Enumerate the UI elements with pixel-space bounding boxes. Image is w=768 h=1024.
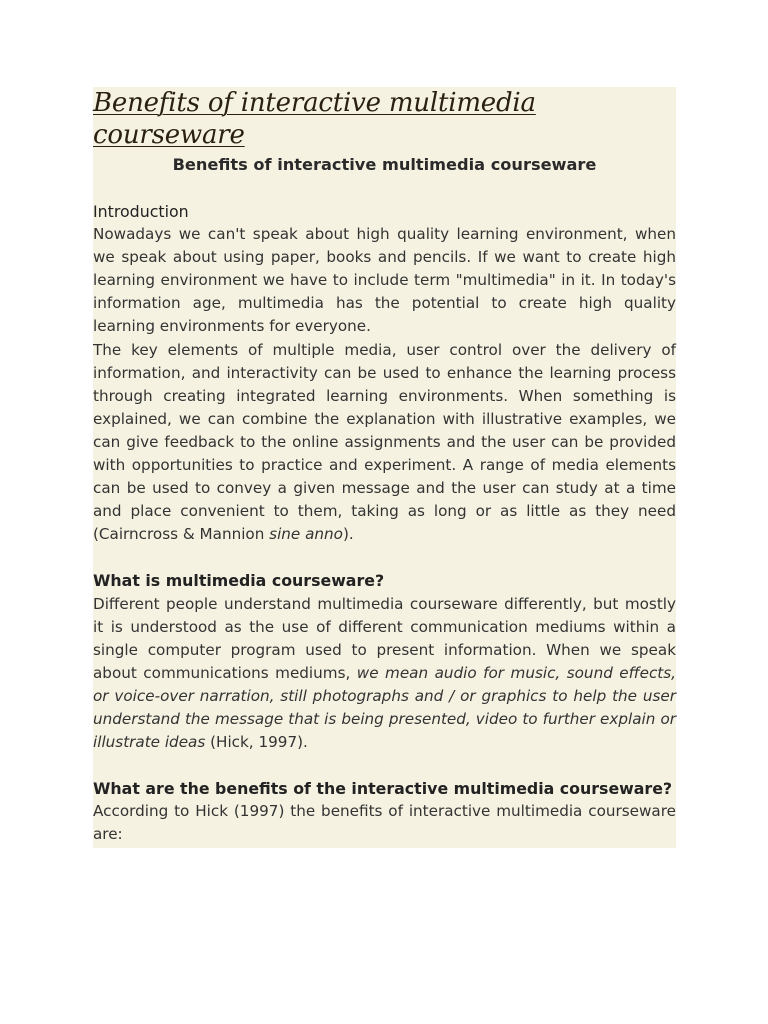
intro-paragraph-2-end: ). [342, 525, 354, 544]
section-heading-what-is: What is multimedia courseware? [93, 571, 385, 591]
what-is-paragraph-end: (Hick, 1997). [205, 733, 308, 752]
section-heading-benefits: What are the benefits of the interactive multimedia courseware? [93, 779, 673, 799]
what-is-paragraph-italic: we mean audio for music, sound effects, or voice-over narration, still photographs and / or graphics to help the user understand the message that is being presented, video to further explain or illustrate ideas [93, 663, 677, 752]
what-is-paragraph [93, 593, 676, 755]
intro-paragraph-2-italic: sine anno [269, 525, 343, 544]
intro-paragraph-2 [93, 339, 676, 547]
spacer [93, 546, 676, 569]
section-heading-introduction: Introduction [93, 202, 189, 221]
what-is-paragraph-text: Different people understand multimedia courseware differently, but mostly it is understood as the use of different communication mediums within a single computer program used to present information. When we speak about communications mediums, [93, 594, 676, 682]
article-subtitle: Benefits of interactive multimedia courseware [172, 155, 597, 174]
spacer [93, 177, 676, 200]
benefits-paragraph: According to Hick (1997) the benefits of interactive multimedia courseware are: [93, 802, 676, 844]
intro-paragraph-2-text: The key elements of multiple media, user control over the delivery of information, and interactivity can be used to enhance the learning process through creating integrated learning environments. When something is explained, we can combine the explanation with illustrative examples, we can give feedback to the online assignments and the user can be provided with opportunities to practice and experiment. A range of media elements can be used to convey a given message and the user can study at a time and place convenient to them, taking as long or as little as they need (Cairncross & Mannion [93, 340, 676, 544]
page-title: Benefits of interactive multimedia courseware [93, 88, 536, 150]
spacer [93, 754, 676, 777]
intro-paragraph-1: Nowadays we can't speak about high quality learning environment, when we speak about using paper, books and pencils. If we want to create high learning environment we have to include term "multimedia" in it. In today's information age, multimedia has the potential to create high quality learning environments for everyone. [93, 225, 676, 336]
article-content [93, 87, 676, 848]
